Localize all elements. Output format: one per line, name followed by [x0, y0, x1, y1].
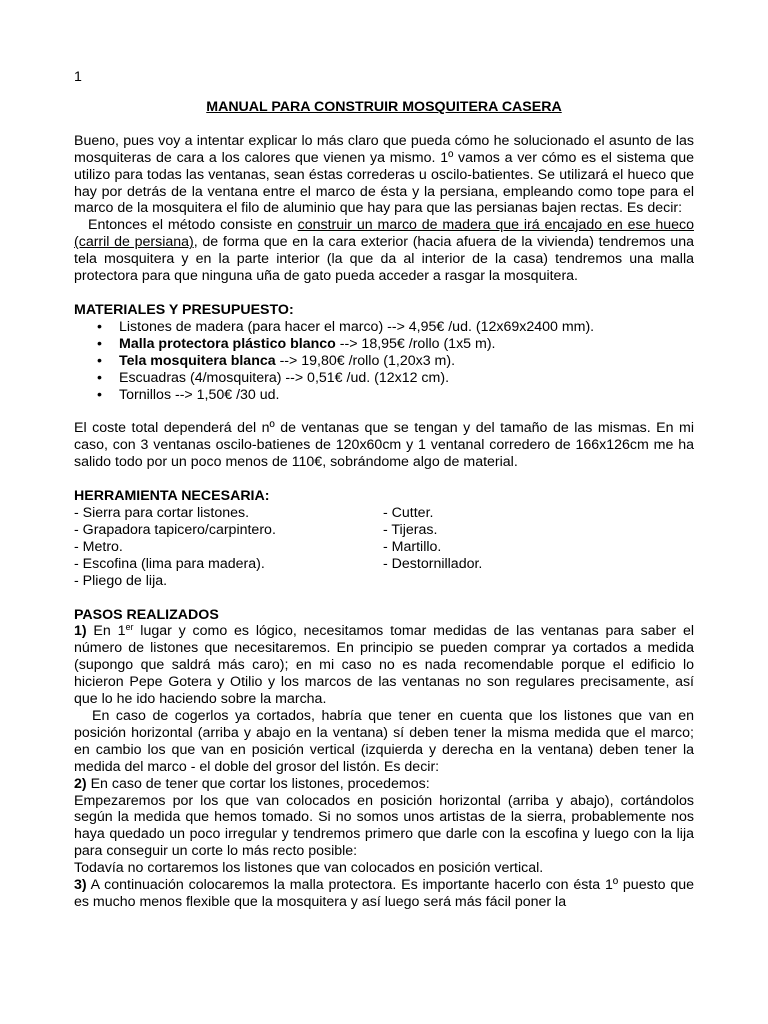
method-underlined-text: construir un marco de madera que irá encajado en ese hueco (carril de persiana): [74, 217, 694, 251]
tool-item: [383, 573, 683, 590]
method-text-end: , de forma que en la cara exterior (hacia afuera de la vivienda) tendremos una tela mosquitera y en la parte interior (la que da al interior de la casa) tendremos una malla protectora para que ninguna uña de gato pueda acceder a rasgar la mosquitera.: [74, 234, 694, 285]
list-item: [74, 370, 694, 387]
list-item: [74, 319, 694, 336]
step-text: lugar y como es lógico, necesitamos tomar medidas de las ventanas para saber el número de listones que necesitaremos. En principio se pueden comprar ya cortados a medida (supongo que saldrá más caro); en mi caso no es nada recomendable porque el edificio lo hicieron Pepe Gotera y Otilio y los marcos de las ventanas no son regulares precisamente, así que lo he ido haciendo sobre la marcha.: [74, 623, 694, 708]
item-text: --> 18,95€ /rollo (1x5 m).: [335, 335, 496, 352]
tools-heading: HERRAMIENTA NECESARIA:: [74, 488, 270, 505]
intro-paragraph: Bueno, pues voy a intentar explicar lo más claro que pueda cómo he solucionado el asunto de las mosquiteras de cara a los calores que vienen ya mismo. 1º vamos a ver cómo es el sistema que utilizo para todas las ventanas, sean éstas correderas u oscilo-batientes. Se utilizará el hueco que hay por detrás de la ventana entre el marco de ésta y la persiana, empleando como tope para el marco de la mosquitera el filo de aluminio que hay para que las persianas bajen rectas. Es decir:: [74, 132, 694, 217]
list-item: [74, 336, 694, 353]
item-text: Tornillos --> 1,50€ /30 ud.: [119, 386, 280, 403]
tool-item: - Escofina (lima para madera).: [74, 555, 265, 572]
document-page: [74, 69, 694, 911]
item-text: Listones de madera (para hacer el marco) --> 4,95€ /ud. (12x69x2400 mm).: [119, 318, 595, 335]
steps-heading: PASOS REALIZADOS: [74, 606, 219, 623]
step-1-note-paragraph: En caso de cogerlos ya cortados, habría que tener en cuenta que los listones que van en posición horizontal (arriba y abajo en la ventana) sí deben tener la misma medida que el marco; en cambio los que van en posición vertical (izquierda y derecha en la ventana) deben tener la medida del marco - el doble del grosor del listón. Es decir:: [74, 708, 694, 775]
step-number: 1): [74, 623, 87, 640]
tool-item: - Pliego de lija.: [74, 572, 168, 589]
step-text: En caso de tener que cortar los listones, procedemos:: [86, 775, 430, 792]
materials-heading: MATERIALES Y PRESUPUESTO:: [74, 301, 294, 318]
step-number: 2): [74, 775, 87, 792]
tool-item: - Grapadora tapicero/carpintero.: [74, 521, 276, 538]
item-text: --> 19,80€ /rollo (1,20x3 m).: [275, 352, 456, 369]
materials-list: [74, 319, 694, 404]
tool-item: - Tijeras.: [383, 521, 438, 538]
step-2-detail-paragraph: Empezaremos por los que van colocados en posición horizontal (arriba y abajo), cortándolos según la medida que hemos tomado. Si no somos unos artistas de la sierra, probablemente nos haya quedado un poco irregular y tendremos primero que darle con la escofina y luego con la lija para conseguir un corte lo más recto posible:: [74, 792, 694, 860]
tool-item: - Destornillador.: [383, 555, 483, 572]
tool-item: - Martillo.: [383, 538, 442, 555]
page-number: 1: [74, 69, 82, 85]
tools-list: [74, 505, 694, 590]
step-text: A continuación colocaremos la malla protectora. Es importante hacerlo con ésta 1º puesto que es mucho menos flexible que la mosquitera y así luego será más fácil poner la: [74, 877, 694, 910]
list-item: [74, 387, 694, 404]
item-text: Escuadras (4/mosquitera) --> 0,51€ /ud. (12x12 cm).: [119, 369, 450, 386]
tool-item: - Sierra para cortar listones.: [74, 505, 250, 522]
step-number: 3): [74, 877, 87, 894]
list-item: [74, 353, 694, 370]
page-title: MANUAL PARA CONSTRUIR MOSQUITERA CASERA: [206, 98, 562, 115]
step-1-paragraph: [74, 623, 694, 708]
step-3-paragraph: [74, 877, 694, 911]
method-text-start: Entonces el método consiste en: [88, 217, 298, 234]
tool-item: - Cutter.: [383, 505, 434, 522]
method-paragraph: [74, 217, 694, 285]
cost-paragraph: El coste total dependerá del nº de ventanas que se tengan y del tamaño de las mismas. En mi caso, con 3 ventanas oscilo-batienes de 120x60cm y 1 ventanal corredero de 166x126cm me ha salido todo por un poco menos de 110€, sobrándome algo de material.: [74, 420, 694, 471]
step-2-note-paragraph: Todavía no cortaremos los listones que van colocados en posición vertical.: [74, 860, 544, 877]
step-text: En 1: [86, 623, 126, 640]
step-2-paragraph: [74, 776, 694, 793]
item-bold: Malla protectora plástico blanco: [119, 335, 336, 352]
superscript: er: [125, 622, 134, 633]
tool-item: - Metro.: [74, 538, 123, 555]
item-bold: Tela mosquitera blanca: [119, 352, 276, 369]
